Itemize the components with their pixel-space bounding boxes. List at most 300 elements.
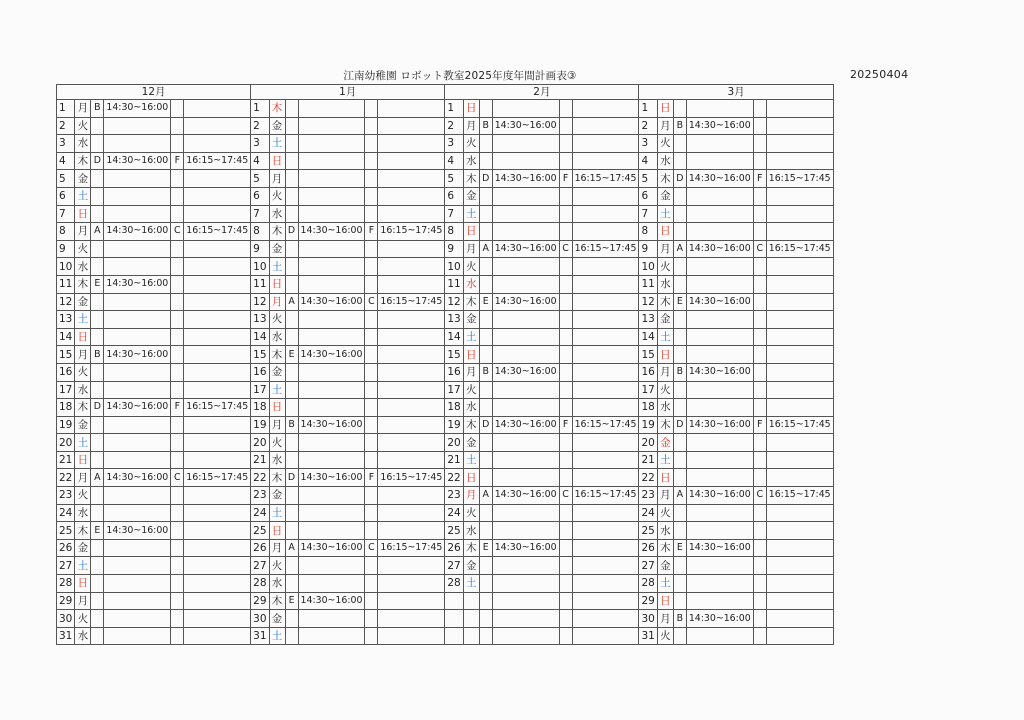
class-code	[673, 522, 686, 540]
class-code	[753, 610, 766, 628]
class-code	[365, 610, 378, 628]
class-code	[171, 117, 184, 135]
class-code: F	[171, 152, 184, 170]
class-time	[378, 434, 445, 452]
class-code	[753, 381, 766, 399]
table-row	[57, 100, 834, 118]
day-number: 4	[445, 152, 463, 170]
class-code	[673, 504, 686, 522]
class-time: 14:30~16:00	[298, 293, 365, 311]
class-time	[104, 575, 171, 593]
weekday: 金	[657, 557, 673, 575]
class-time	[378, 100, 445, 118]
class-time	[686, 504, 753, 522]
class-code	[753, 557, 766, 575]
class-time	[766, 135, 833, 153]
class-code	[753, 522, 766, 540]
class-code: B	[673, 610, 686, 628]
class-time: 14:30~16:00	[104, 522, 171, 540]
class-time: 14:30~16:00	[492, 170, 559, 188]
day-number: 3	[57, 135, 75, 153]
weekday: 火	[269, 434, 285, 452]
class-time	[686, 258, 753, 276]
class-time: 16:15~17:45	[572, 170, 639, 188]
class-time	[378, 610, 445, 628]
weekday: 日	[657, 346, 673, 364]
weekday: 水	[463, 399, 479, 417]
class-code	[479, 223, 492, 241]
class-code	[365, 346, 378, 364]
class-code	[91, 170, 104, 188]
day-number: 21	[445, 451, 463, 469]
day-number: 8	[445, 223, 463, 241]
day-number: 26	[639, 539, 657, 557]
day-number: 8	[639, 223, 657, 241]
class-code: B	[479, 363, 492, 381]
class-code	[285, 363, 298, 381]
day-number: 18	[251, 399, 269, 417]
day-number: 10	[445, 258, 463, 276]
day-number: 11	[445, 275, 463, 293]
class-time	[572, 311, 639, 329]
class-code: B	[479, 117, 492, 135]
class-time	[184, 592, 251, 610]
class-code	[673, 152, 686, 170]
class-code: E	[285, 592, 298, 610]
weekday: 火	[75, 610, 91, 628]
class-time	[572, 557, 639, 575]
class-time	[492, 100, 559, 118]
weekday: 火	[75, 363, 91, 381]
weekday: 木	[269, 223, 285, 241]
weekday: 木	[75, 522, 91, 540]
day-number: 22	[251, 469, 269, 487]
weekday: 日	[75, 328, 91, 346]
day-number: 1	[639, 100, 657, 118]
class-time: 16:15~17:45	[572, 487, 639, 505]
class-time: 14:30~16:00	[104, 275, 171, 293]
class-code	[753, 205, 766, 223]
day-number: 30	[251, 610, 269, 628]
class-code	[171, 275, 184, 293]
class-code	[365, 363, 378, 381]
day-number: 5	[445, 170, 463, 188]
class-time	[572, 152, 639, 170]
day-number: 21	[639, 451, 657, 469]
weekday: 日	[463, 100, 479, 118]
class-code	[285, 504, 298, 522]
class-code	[91, 117, 104, 135]
class-time	[572, 258, 639, 276]
class-time	[766, 311, 833, 329]
class-code: D	[91, 152, 104, 170]
day-number: 11	[639, 275, 657, 293]
day-number: 14	[57, 328, 75, 346]
class-code: A	[479, 240, 492, 258]
weekday: 金	[463, 187, 479, 205]
day-number: 3	[251, 135, 269, 153]
class-time: 16:15~17:45	[184, 223, 251, 241]
day-number: 10	[251, 258, 269, 276]
weekday: 月	[269, 416, 285, 434]
class-time	[378, 258, 445, 276]
class-code	[559, 557, 572, 575]
class-code	[559, 152, 572, 170]
class-time	[686, 152, 753, 170]
table-row	[57, 557, 834, 575]
class-time: 14:30~16:00	[298, 469, 365, 487]
class-code	[171, 293, 184, 311]
class-code	[673, 258, 686, 276]
class-code	[479, 275, 492, 293]
class-time	[492, 328, 559, 346]
day-number: 24	[639, 504, 657, 522]
class-time	[492, 434, 559, 452]
table-row	[57, 451, 834, 469]
weekday: 火	[269, 557, 285, 575]
class-code	[673, 627, 686, 645]
weekday: 火	[75, 117, 91, 135]
weekday: 金	[269, 610, 285, 628]
weekday: 月	[657, 240, 673, 258]
class-code	[559, 328, 572, 346]
class-time	[184, 275, 251, 293]
table-row	[57, 258, 834, 276]
day-number: 19	[639, 416, 657, 434]
class-time	[184, 328, 251, 346]
day-number: 11	[57, 275, 75, 293]
class-time	[572, 504, 639, 522]
table-row	[57, 399, 834, 417]
weekday: 木	[269, 592, 285, 610]
day-number: 8	[57, 223, 75, 241]
class-code: A	[285, 293, 298, 311]
empty-cell	[492, 592, 559, 610]
weekday: 土	[75, 557, 91, 575]
class-code	[673, 434, 686, 452]
class-time: 16:15~17:45	[766, 487, 833, 505]
day-number: 12	[57, 293, 75, 311]
class-code	[365, 258, 378, 276]
empty-cell	[479, 627, 492, 645]
class-code	[479, 575, 492, 593]
day-number: 27	[639, 557, 657, 575]
class-time	[184, 610, 251, 628]
class-time	[492, 399, 559, 417]
weekday: 水	[75, 504, 91, 522]
class-time	[378, 170, 445, 188]
class-time	[766, 539, 833, 557]
weekday: 月	[75, 469, 91, 487]
day-number: 30	[639, 610, 657, 628]
class-code	[365, 627, 378, 645]
weekday: 木	[463, 293, 479, 311]
day-number: 3	[639, 135, 657, 153]
empty-cell	[572, 610, 639, 628]
class-code	[559, 275, 572, 293]
weekday: 土	[657, 451, 673, 469]
class-time	[184, 434, 251, 452]
day-number: 9	[639, 240, 657, 258]
empty-cell	[559, 610, 572, 628]
class-code	[753, 346, 766, 364]
weekday: 水	[75, 381, 91, 399]
class-time	[686, 469, 753, 487]
class-code: B	[673, 117, 686, 135]
class-code	[91, 135, 104, 153]
class-time	[184, 363, 251, 381]
day-number: 9	[251, 240, 269, 258]
class-code	[753, 275, 766, 293]
class-code: F	[753, 416, 766, 434]
class-time	[766, 451, 833, 469]
table-row	[57, 469, 834, 487]
class-code: E	[479, 539, 492, 557]
class-time	[184, 293, 251, 311]
class-code	[753, 258, 766, 276]
class-time	[378, 135, 445, 153]
class-time: 16:15~17:45	[766, 240, 833, 258]
weekday: 木	[463, 539, 479, 557]
empty-cell	[463, 592, 479, 610]
class-time: 16:15~17:45	[378, 293, 445, 311]
class-code	[479, 504, 492, 522]
class-code	[365, 311, 378, 329]
weekday: 木	[657, 170, 673, 188]
class-time	[686, 434, 753, 452]
weekday: 火	[657, 627, 673, 645]
class-code	[171, 451, 184, 469]
day-number: 8	[251, 223, 269, 241]
day-number: 6	[251, 187, 269, 205]
class-code	[171, 610, 184, 628]
weekday: 金	[657, 311, 673, 329]
class-code	[559, 522, 572, 540]
day-number: 6	[445, 187, 463, 205]
class-code	[673, 223, 686, 241]
class-code	[365, 575, 378, 593]
day-number: 20	[639, 434, 657, 452]
weekday: 水	[463, 522, 479, 540]
class-time	[766, 293, 833, 311]
day-number: 2	[57, 117, 75, 135]
class-time: 14:30~16:00	[492, 416, 559, 434]
day-number: 7	[445, 205, 463, 223]
class-time	[572, 522, 639, 540]
class-code	[285, 187, 298, 205]
class-code	[479, 469, 492, 487]
class-time	[104, 451, 171, 469]
class-code	[365, 434, 378, 452]
weekday: 金	[75, 416, 91, 434]
weekday: 日	[657, 223, 673, 241]
day-number: 27	[251, 557, 269, 575]
weekday: 日	[657, 592, 673, 610]
class-time	[572, 346, 639, 364]
class-code: F	[559, 170, 572, 188]
class-time	[104, 363, 171, 381]
class-code	[91, 557, 104, 575]
class-time: 14:30~16:00	[686, 539, 753, 557]
day-number: 29	[57, 592, 75, 610]
day-number: 16	[251, 363, 269, 381]
class-code	[365, 487, 378, 505]
class-code	[365, 275, 378, 293]
class-time	[378, 363, 445, 381]
class-time: 14:30~16:00	[492, 240, 559, 258]
class-code	[171, 416, 184, 434]
class-code	[673, 451, 686, 469]
class-code: D	[673, 170, 686, 188]
weekday: 水	[75, 627, 91, 645]
class-code	[673, 575, 686, 593]
day-number: 9	[57, 240, 75, 258]
class-code	[365, 522, 378, 540]
class-time	[766, 187, 833, 205]
document-code: 20250404	[850, 68, 909, 81]
class-code	[559, 205, 572, 223]
class-time: 14:30~16:00	[492, 117, 559, 135]
day-number: 22	[639, 469, 657, 487]
class-code: F	[559, 416, 572, 434]
weekday: 火	[463, 504, 479, 522]
class-time	[686, 557, 753, 575]
class-code	[559, 504, 572, 522]
class-time	[184, 381, 251, 399]
day-number: 7	[251, 205, 269, 223]
class-code	[285, 557, 298, 575]
class-code	[559, 469, 572, 487]
class-code	[171, 592, 184, 610]
day-number: 1	[445, 100, 463, 118]
class-time	[766, 627, 833, 645]
class-code: B	[91, 346, 104, 364]
class-code	[673, 275, 686, 293]
class-code	[171, 557, 184, 575]
class-time	[686, 627, 753, 645]
class-code	[365, 381, 378, 399]
weekday: 日	[75, 451, 91, 469]
class-time	[104, 205, 171, 223]
class-time	[298, 170, 365, 188]
day-number: 20	[445, 434, 463, 452]
class-code	[171, 381, 184, 399]
weekday: 金	[269, 363, 285, 381]
day-number: 2	[251, 117, 269, 135]
class-time	[104, 240, 171, 258]
class-time: 16:15~17:45	[184, 399, 251, 417]
day-number: 23	[445, 487, 463, 505]
month-header: 2月	[445, 85, 639, 100]
class-time	[686, 100, 753, 118]
class-time	[572, 223, 639, 241]
class-time	[572, 100, 639, 118]
class-time	[298, 399, 365, 417]
table-row	[57, 381, 834, 399]
class-code	[171, 504, 184, 522]
class-time	[572, 187, 639, 205]
class-time	[298, 328, 365, 346]
day-number: 19	[445, 416, 463, 434]
class-time	[298, 504, 365, 522]
table-row	[57, 627, 834, 645]
weekday: 月	[75, 592, 91, 610]
day-number: 31	[639, 627, 657, 645]
day-number: 5	[251, 170, 269, 188]
class-time: 14:30~16:00	[104, 223, 171, 241]
class-code	[285, 434, 298, 452]
class-time	[184, 557, 251, 575]
weekday: 月	[463, 240, 479, 258]
class-time	[104, 539, 171, 557]
day-number: 16	[445, 363, 463, 381]
class-code	[559, 451, 572, 469]
day-number: 14	[251, 328, 269, 346]
class-code	[753, 328, 766, 346]
class-code	[479, 346, 492, 364]
class-time	[378, 416, 445, 434]
class-code	[753, 293, 766, 311]
class-code	[753, 187, 766, 205]
table-row	[57, 539, 834, 557]
class-time	[104, 610, 171, 628]
class-time: 14:30~16:00	[686, 293, 753, 311]
empty-cell	[463, 610, 479, 628]
weekday: 火	[269, 187, 285, 205]
class-time	[378, 451, 445, 469]
weekday: 土	[657, 328, 673, 346]
class-code	[91, 381, 104, 399]
class-code	[285, 275, 298, 293]
weekday: 火	[463, 135, 479, 153]
class-time: 14:30~16:00	[298, 416, 365, 434]
class-time	[492, 469, 559, 487]
class-time: 14:30~16:00	[686, 416, 753, 434]
day-number: 7	[639, 205, 657, 223]
table-row	[57, 610, 834, 628]
weekday: 月	[269, 170, 285, 188]
weekday: 木	[657, 539, 673, 557]
day-number: 15	[251, 346, 269, 364]
class-code	[753, 434, 766, 452]
class-code: E	[91, 275, 104, 293]
weekday: 金	[463, 311, 479, 329]
class-code	[365, 100, 378, 118]
class-code	[285, 170, 298, 188]
class-time	[686, 135, 753, 153]
class-time	[104, 381, 171, 399]
class-code	[753, 311, 766, 329]
day-number: 27	[445, 557, 463, 575]
table-row	[57, 311, 834, 329]
class-time	[686, 451, 753, 469]
day-number: 21	[251, 451, 269, 469]
class-time	[184, 187, 251, 205]
table-row	[57, 522, 834, 540]
class-time	[298, 627, 365, 645]
class-code	[365, 451, 378, 469]
empty-cell	[445, 592, 463, 610]
class-time	[104, 434, 171, 452]
class-time: 16:15~17:45	[766, 416, 833, 434]
class-time	[766, 100, 833, 118]
day-number: 18	[639, 399, 657, 417]
class-time	[572, 205, 639, 223]
weekday: 日	[463, 469, 479, 487]
class-time	[298, 311, 365, 329]
class-code	[479, 434, 492, 452]
class-code	[753, 575, 766, 593]
